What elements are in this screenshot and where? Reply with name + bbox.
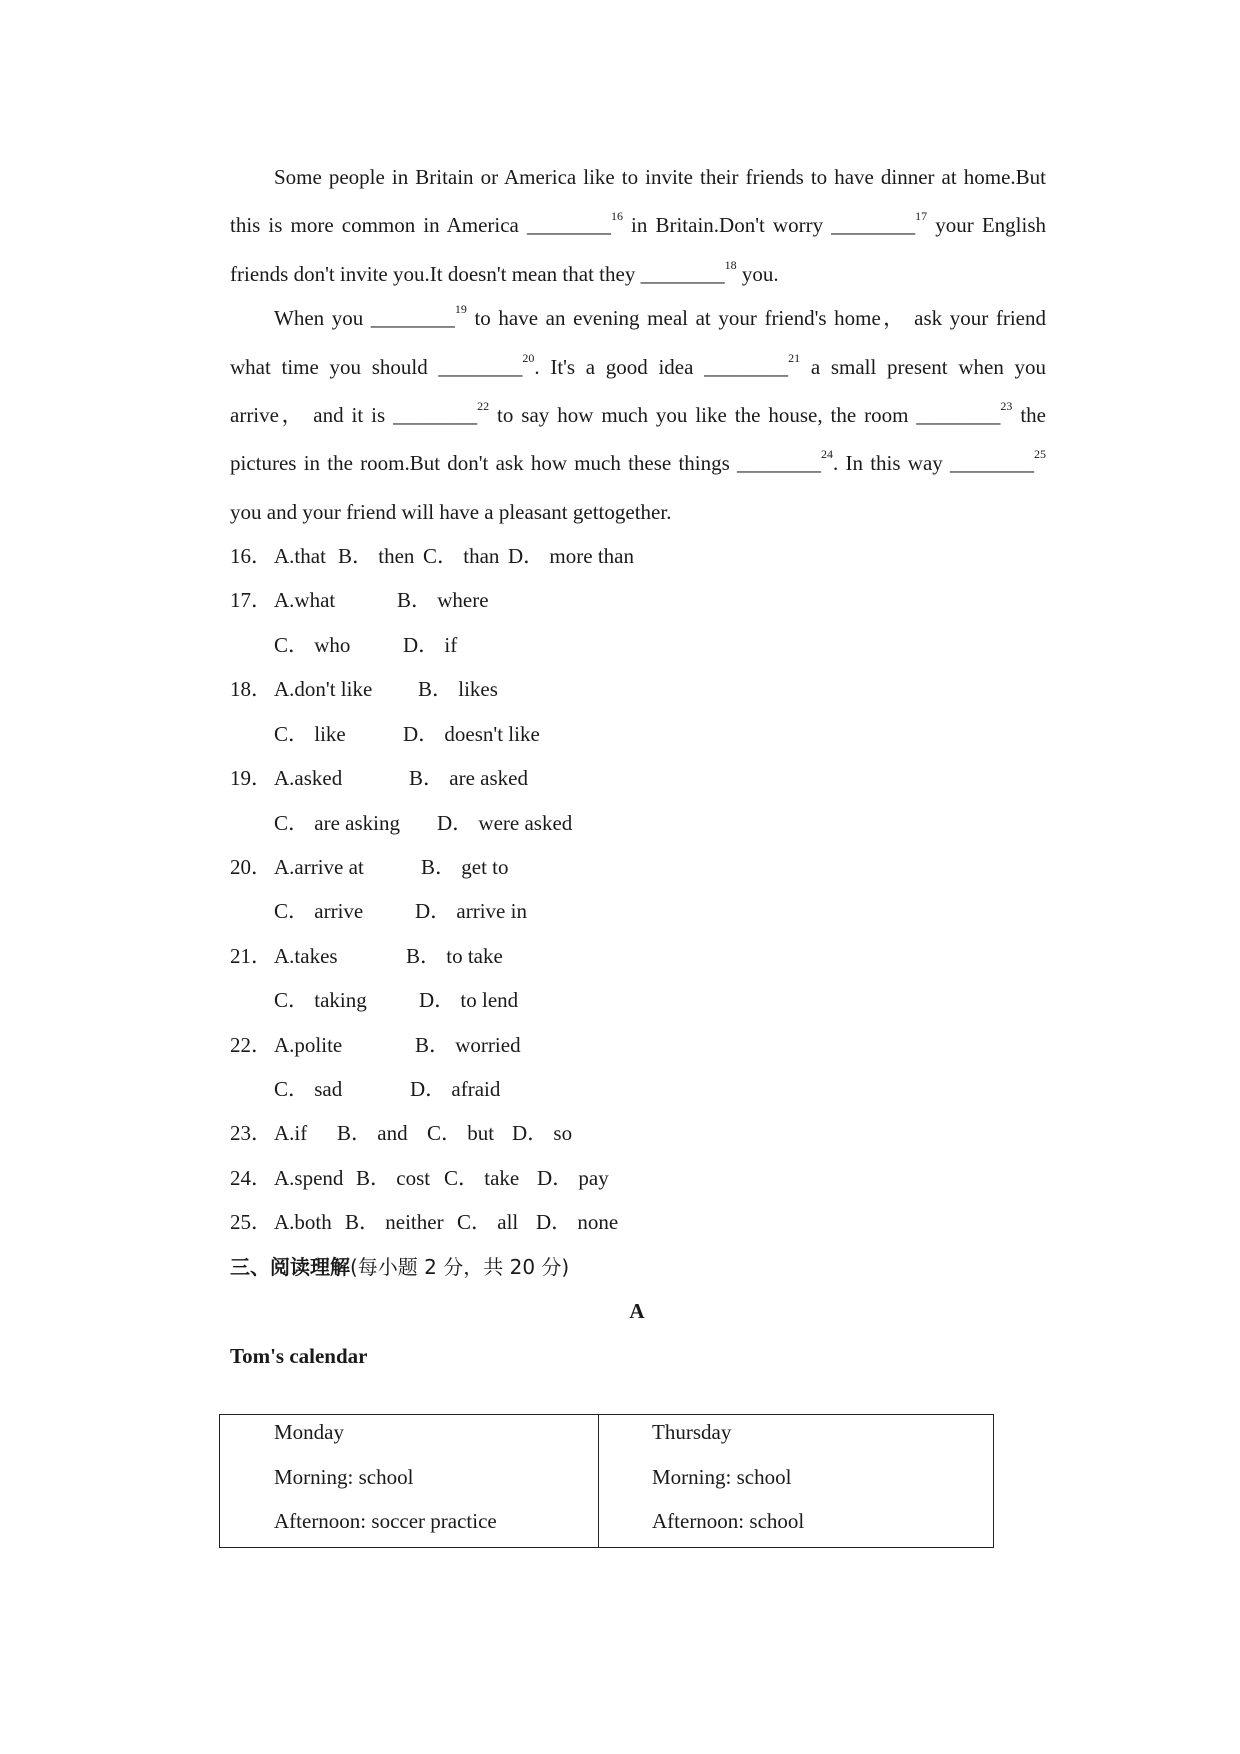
option-d: D． to lend xyxy=(419,988,519,1012)
calendar-afternoon: Afternoon: soccer practice xyxy=(274,1509,497,1533)
blank-number: 24 xyxy=(821,447,834,461)
option-d: D． pay xyxy=(537,1166,609,1190)
option-a: A.spend xyxy=(274,1166,344,1190)
calendar-table xyxy=(219,1414,994,1548)
option-b: B． where xyxy=(397,588,489,612)
question-number: 16． xyxy=(230,544,272,568)
passage-line xyxy=(230,258,1046,287)
calendar-title: Tom's calendar xyxy=(230,1344,368,1368)
option-a: A.polite xyxy=(274,1033,343,1057)
question-number: 17． xyxy=(230,588,272,612)
section-score-note: (每小题 2 分，共 20 分) xyxy=(350,1255,570,1279)
calendar-afternoon: Afternoon: school xyxy=(652,1509,805,1533)
option-b: B． are asked xyxy=(409,766,528,790)
calendar-cell-monday xyxy=(220,1415,599,1547)
option-d: D． more than xyxy=(508,544,634,568)
question-number: 23． xyxy=(230,1121,272,1145)
section-title xyxy=(230,1254,569,1280)
passage-line xyxy=(230,447,1046,476)
passage-line xyxy=(230,351,1046,380)
option-a: A.arrive at xyxy=(274,855,364,879)
option-a: A.asked xyxy=(274,766,343,790)
option-a: A.what xyxy=(274,588,336,612)
blank-number: 21 xyxy=(788,351,801,365)
passage-text: to say how much you like the house, the room ________ xyxy=(489,403,1001,427)
option-a: A.that xyxy=(274,544,326,568)
passage-text: Some people in Britain or America like to invite their friends to have dinner at home.But xyxy=(274,165,1046,189)
passage-line xyxy=(274,164,1046,190)
passage-text: arrive， and it is ________ xyxy=(230,403,478,427)
passage-text: this is more common in America ________ xyxy=(230,213,611,237)
passage-line xyxy=(230,209,1046,238)
section-heading: 三、阅读理解 xyxy=(230,1255,350,1279)
option-c: C． than xyxy=(423,544,500,568)
option-c: C． arrive xyxy=(274,899,364,923)
passage-line xyxy=(230,499,1046,525)
option-b: B． to take xyxy=(406,944,503,968)
option-a: A.if xyxy=(274,1121,308,1145)
blank-number: 19 xyxy=(454,302,467,316)
blank-number: 25 xyxy=(1034,447,1046,461)
passage-text: . It's a good idea ________ xyxy=(534,355,789,379)
blank-number: 16 xyxy=(610,209,623,223)
passage-text: your English xyxy=(927,213,1046,237)
option-d: D． doesn't like xyxy=(403,722,540,746)
passage-text: to have an evening meal at your friend's home， ask your friend xyxy=(466,306,1046,330)
question-number: 24． xyxy=(230,1166,272,1190)
passage-text: you. xyxy=(736,262,779,286)
calendar-morning: Morning: school xyxy=(274,1465,414,1489)
blank-number: 20 xyxy=(522,351,535,365)
option-b: B． then xyxy=(338,544,415,568)
calendar-day: Monday xyxy=(274,1420,344,1444)
option-c: C． taking xyxy=(274,988,367,1012)
passage-line xyxy=(230,399,1046,428)
passage-text: a small present when you xyxy=(800,355,1046,379)
option-c: C． who xyxy=(274,633,351,657)
passage-text: . In this way ________ xyxy=(833,451,1034,475)
calendar-cell-thursday xyxy=(598,1415,993,1547)
blank-number: 17 xyxy=(915,209,928,223)
option-a: A.takes xyxy=(274,944,338,968)
calendar-morning: Morning: school xyxy=(652,1465,792,1489)
option-b: B． likes xyxy=(418,677,498,701)
option-c: C． take xyxy=(444,1166,520,1190)
blank-number: 22 xyxy=(477,399,490,413)
option-b: B． and xyxy=(337,1121,408,1145)
passage-text: the xyxy=(1012,403,1046,427)
option-d: D． afraid xyxy=(410,1077,501,1101)
passage-text: you and your friend will have a pleasant gettogether. xyxy=(230,500,672,524)
option-c: C． sad xyxy=(274,1077,343,1101)
option-a: A.both xyxy=(274,1210,332,1234)
calendar-day: Thursday xyxy=(652,1420,732,1444)
passage-text: When you ________ xyxy=(274,306,455,330)
option-b: B． get to xyxy=(421,855,509,879)
option-c: C． all xyxy=(457,1210,519,1234)
option-d: D． arrive in xyxy=(415,899,527,923)
passage-line xyxy=(274,302,1046,331)
passage-letter: A xyxy=(629,1299,645,1323)
option-b: B． neither xyxy=(345,1210,444,1234)
option-d: D． were asked xyxy=(437,811,573,835)
question-number: 19． xyxy=(230,766,272,790)
option-c: C． like xyxy=(274,722,346,746)
passage-text: in Britain.Don't worry ________ xyxy=(622,213,916,237)
blank-number: 18 xyxy=(724,258,737,272)
question-number: 22． xyxy=(230,1033,272,1057)
passage-text: pictures in the room.But don't ask how much these things ________ xyxy=(230,451,822,475)
question-number: 21． xyxy=(230,944,272,968)
option-c: C． but xyxy=(427,1121,495,1145)
option-d: D． if xyxy=(403,633,458,657)
option-c: C． are asking xyxy=(274,811,400,835)
blank-number: 23 xyxy=(1000,399,1013,413)
question-number: 18． xyxy=(230,677,272,701)
option-d: D． so xyxy=(512,1121,573,1145)
option-a: A.don't like xyxy=(274,677,373,701)
passage-text: friends don't invite you.It doesn't mean that they ________ xyxy=(230,262,725,286)
question-number: 20． xyxy=(230,855,272,879)
option-b: B． worried xyxy=(415,1033,521,1057)
passage-text: what time you should ________ xyxy=(230,355,523,379)
option-b: B． cost xyxy=(356,1166,431,1190)
question-number: 25． xyxy=(230,1210,272,1234)
option-d: D． none xyxy=(536,1210,619,1234)
